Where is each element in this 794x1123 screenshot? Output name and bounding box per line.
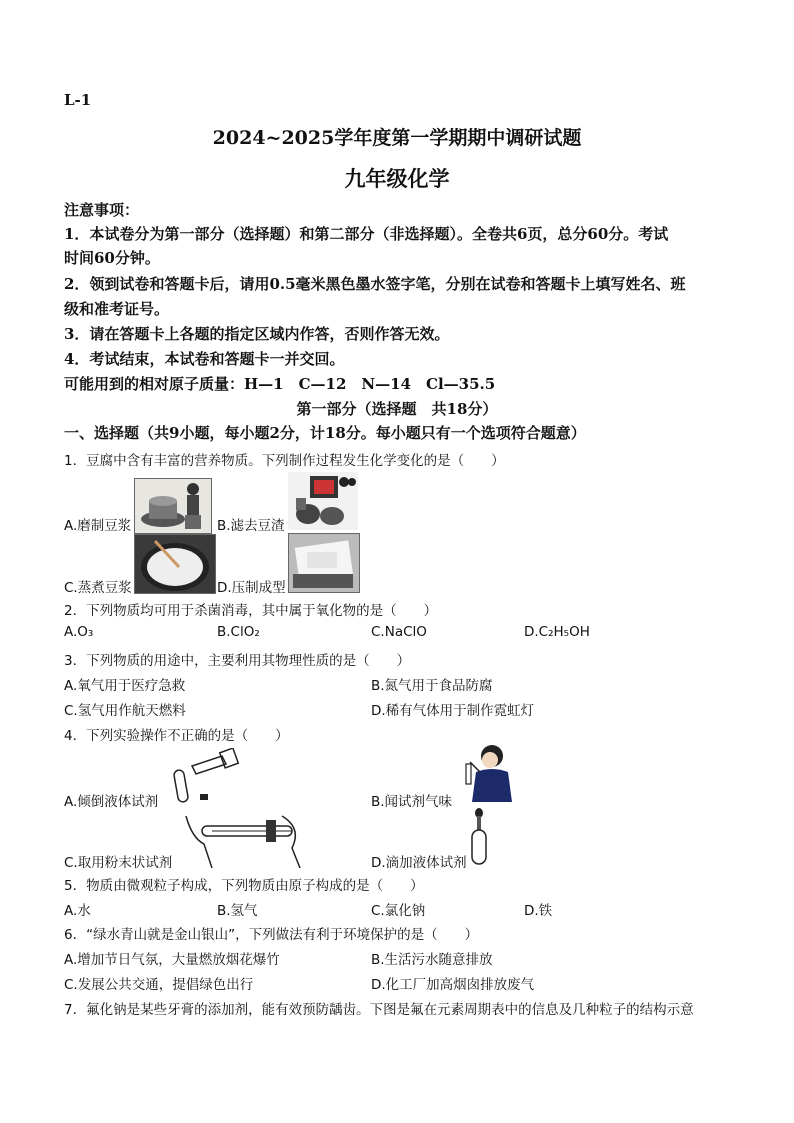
q1-option-d: D.压制成型	[217, 580, 286, 596]
q2-option-b: B.ClO₂	[217, 624, 260, 640]
q1-option-c: C.蒸煮豆浆	[64, 580, 132, 596]
section-title: 一、选择题（共9小题，每小题2分，计18分。每小题只有一个选项符合题意）	[64, 424, 586, 442]
note-1b: 时间60分钟。	[64, 249, 160, 267]
q2-option-a: A.O₃	[64, 624, 94, 640]
note-2a: 2．领到试卷和答题卡后，请用0.5毫米黑色墨水签字笔，分别在试卷和答题卡上填写姓名、班	[64, 275, 686, 293]
q3-stem: 3．下列物质的用途中，主要利用其物理性质的是（ ）	[64, 653, 411, 669]
q4-option-d: D.滴加液体试剂	[371, 855, 467, 871]
q5-option-c: C.氯化钠	[371, 903, 426, 919]
q3-option-d: D.稀有气体用于制作霓虹灯	[371, 703, 535, 719]
q4-option-a: A.倾倒液体试剂	[64, 794, 159, 810]
q5-option-d: D.铁	[524, 903, 553, 919]
paper-title: 2024~2025学年度第一学期期中调研试题	[212, 127, 582, 149]
q4-image-smelling	[458, 742, 518, 804]
atomic-masses: 可能用到的相对原子质量：H—1 C—12 N—14 Cl—35.5	[64, 375, 496, 393]
q4-image-powder	[182, 808, 310, 868]
paper-subtitle: 九年级化学	[344, 166, 450, 191]
q5-option-a: A.水	[64, 903, 91, 919]
q5-option-b: B.氢气	[217, 903, 258, 919]
note-1a: 1．本试卷分为第一部分（选择题）和第二部分（非选择题）。全卷共6页，总分60分。考试	[64, 225, 669, 243]
q6-option-d: D.化工厂加高烟囱排放废气	[371, 977, 535, 993]
q6-stem: 6．“绿水青山就是金山银山”，下列做法有利于环境保护的是（ ）	[64, 927, 479, 943]
q4-image-dropping	[468, 808, 490, 866]
q3-option-a: A.氧气用于医疗急救	[64, 678, 186, 694]
q1-stem: 1．豆腐中含有丰富的营养物质。下列制作过程发生化学变化的是（ ）	[64, 453, 505, 469]
q2-option-d: D.C₂H₅OH	[524, 624, 590, 640]
q6-option-a: A.增加节日气氛，大量燃放烟花爆竹	[64, 952, 280, 968]
q1-image-pressing	[288, 533, 360, 593]
note-3: 3．请在答题卡上各题的指定区域内作答，否则作答无效。	[64, 325, 450, 343]
q2-option-c: C.NaClO	[371, 624, 427, 640]
q2-stem: 2．下列物质均可用于杀菌消毒，其中属于氧化物的是（ ）	[64, 603, 438, 619]
q3-option-b: B.氮气用于食品防腐	[371, 678, 493, 694]
note-2b: 级和准考证号。	[64, 300, 170, 318]
q1-option-a: A.磨制豆浆	[64, 518, 132, 534]
q6-option-b: B.生活污水随意排放	[371, 952, 493, 968]
q4-image-pouring	[162, 748, 252, 808]
q1-image-filtering	[288, 472, 358, 530]
q4-option-c: C.取用粉末状试剂	[64, 855, 173, 871]
q5-stem: 5．物质由微观粒子构成，下列物质由原子构成的是（ ）	[64, 878, 424, 894]
part1-title: 第一部分（选择题 共18分）	[296, 400, 498, 418]
paper-code: L-1	[64, 91, 92, 109]
note-4: 4．考试结束，本试卷和答题卡一并交回。	[64, 350, 345, 368]
q7-stem: 7．氟化钠是某些牙膏的添加剂，能有效预防龋齿。下图是氟在元素周期表中的信息及几种粒子的结构示意	[64, 1002, 694, 1018]
q1-image-boiling	[134, 534, 216, 594]
q1-option-b: B.滤去豆渣	[217, 518, 285, 534]
q4-stem: 4．下列实验操作不正确的是（ ）	[64, 728, 289, 744]
q3-option-c: C.氢气用作航天燃料	[64, 703, 186, 719]
q4-option-b: B.闻试剂气味	[371, 794, 453, 810]
notes-heading: 注意事项：	[64, 201, 140, 219]
q1-image-grinding	[134, 478, 212, 534]
q6-option-c: C.发展公共交通，提倡绿色出行	[64, 977, 254, 993]
